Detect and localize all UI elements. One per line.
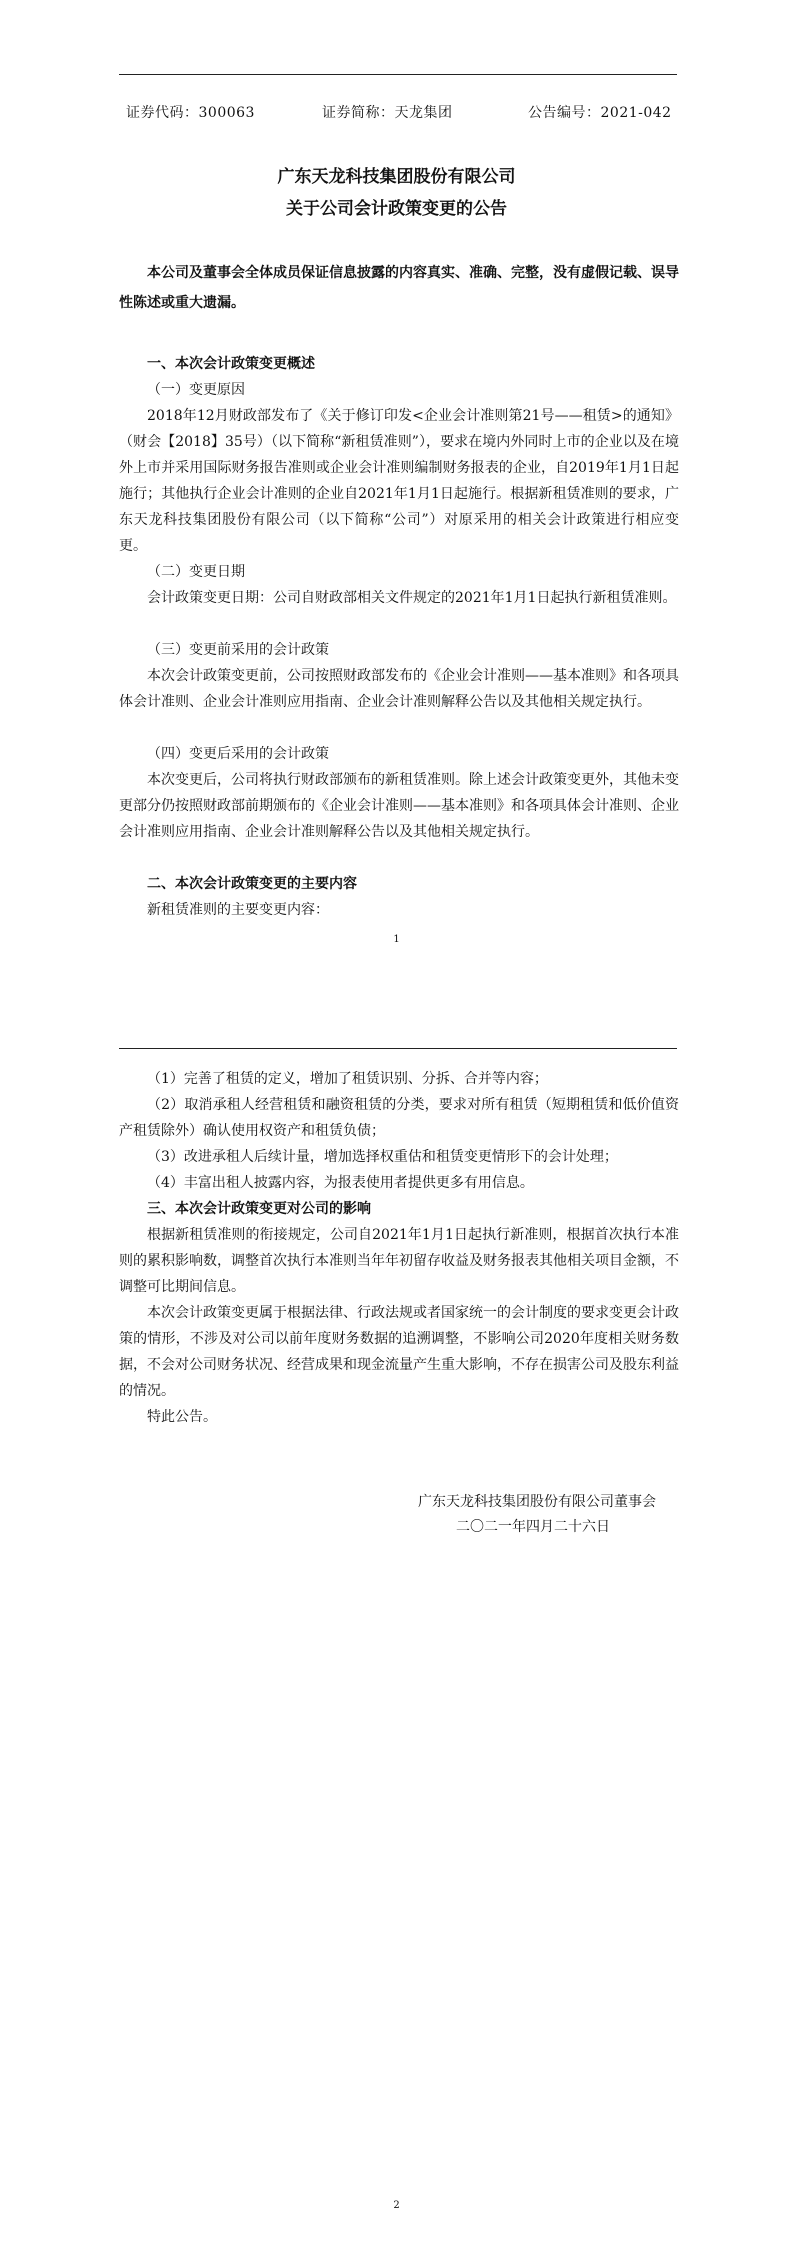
section3-para-1: 根据新租赁准则的衔接规定，公司自2021年1月1日起执行新准则，根据首次执行本准则的累积影响数，调整首次执行本准则当年年初留存收益及财务报表其他相关项目金额，不调整可比期间信息。 [119,1227,679,1295]
section1-sub4-heading: （四）变更后采用的会计政策 [147,746,329,762]
section2-item-1: （1）完善了租赁的定义，增加了租赁识别、分拆、合并等内容； [147,1071,548,1087]
section1-heading: 一、本次会计政策变更概述 [147,356,315,372]
page-number-1: 1 [393,934,400,945]
section1-sub1-text: 2018年12月财政部发布了《关于修订印发<企业会计准则第21号——租赁>的通知》（财会【2018】35号）（以下简称“新租赁准则”），要求在境内外同时上市的企业以及在境外上市并采用国际财务报告准则或企业会计准则编制财务报表的企业，自2019年1月1日起施行；其他执行企业会计准则的企业自2021年1月1日起施行。根据新租赁准则的要求，广东天龙科技集团股份有限公司（以下简称“公司”）对原采用的相关会计政策进行相应变更。 [119,408,679,554]
signature-date: 二〇二一年四月二十六日 [456,1519,610,1535]
section2-item-4: （4）丰富出租人披露内容，为报表使用者提供更多有用信息。 [147,1175,534,1191]
board-statement: 本公司及董事会全体成员保证信息披露的内容真实、准确、完整，没有虚假记载、误导性陈述或重大遗漏。 [119,265,679,311]
section2-heading: 二、本次会计政策变更的主要内容 [147,876,357,892]
announcement-number: 公告编号：2021-042 [528,105,672,121]
company-name-title: 广东天龙科技集团股份有限公司 [277,167,516,187]
announcement-title: 关于公司会计政策变更的公告 [286,199,507,219]
page2-top-rule [119,1048,677,1049]
section1-sub4-text: 本次变更后，公司将执行财政部颁布的新租赁准则。除上述会计政策变更外，其他未变更部分仍按照财政部前期颁布的《企业会计准则——基本准则》和各项具体会计准则、企业会计准则应用指南、企业会计准则解释公告以及其他相关规定执行。 [119,772,679,840]
header-top-rule [119,74,677,75]
signature-org: 广东天龙科技集团股份有限公司董事会 [418,1494,656,1510]
section1-sub3-heading: （三）变更前采用的会计政策 [147,642,329,658]
page-number-2: 2 [393,2200,400,2211]
stock-abbreviation: 证券简称：天龙集团 [322,105,453,121]
stock-code: 证券代码：300063 [126,105,255,121]
section1-sub2-heading: （二）变更日期 [147,564,245,580]
section1-sub3-text: 本次会计政策变更前，公司按照财政部发布的《企业会计准则——基本准则》和各项具体会计准则、企业会计准则应用指南、企业会计准则解释公告以及其他相关规定执行。 [119,668,679,710]
closing-remark: 特此公告。 [147,1409,217,1425]
section3-para-2: 本次会计政策变更属于根据法律、行政法规或者国家统一的会计制度的要求变更会计政策的情形，不涉及对公司以前年度财务数据的追溯调整，不影响公司2020年度相关财务数据，不会对公司财务状况、经营成果和现金流量产生重大影响，不存在损害公司及股东利益的情况。 [119,1305,679,1399]
section3-heading: 三、本次会计政策变更对公司的影响 [147,1201,371,1217]
section1-sub2-text: 会计政策变更日期：公司自财政部相关文件规定的2021年1月1日起执行新租赁准则。 [147,590,677,606]
section2-item-2: （2）取消承租人经营租赁和融资租赁的分类，要求对所有租赁（短期租赁和低价值资产租赁除外）确认使用权资产和租赁负债； [119,1097,679,1139]
section2-item-3: （3）改进承租人后续计量，增加选择权重估和租赁变更情形下的会计处理； [147,1149,618,1165]
section2-intro: 新租赁准则的主要变更内容： [147,902,329,918]
section1-sub1-heading: （一）变更原因 [147,382,245,398]
